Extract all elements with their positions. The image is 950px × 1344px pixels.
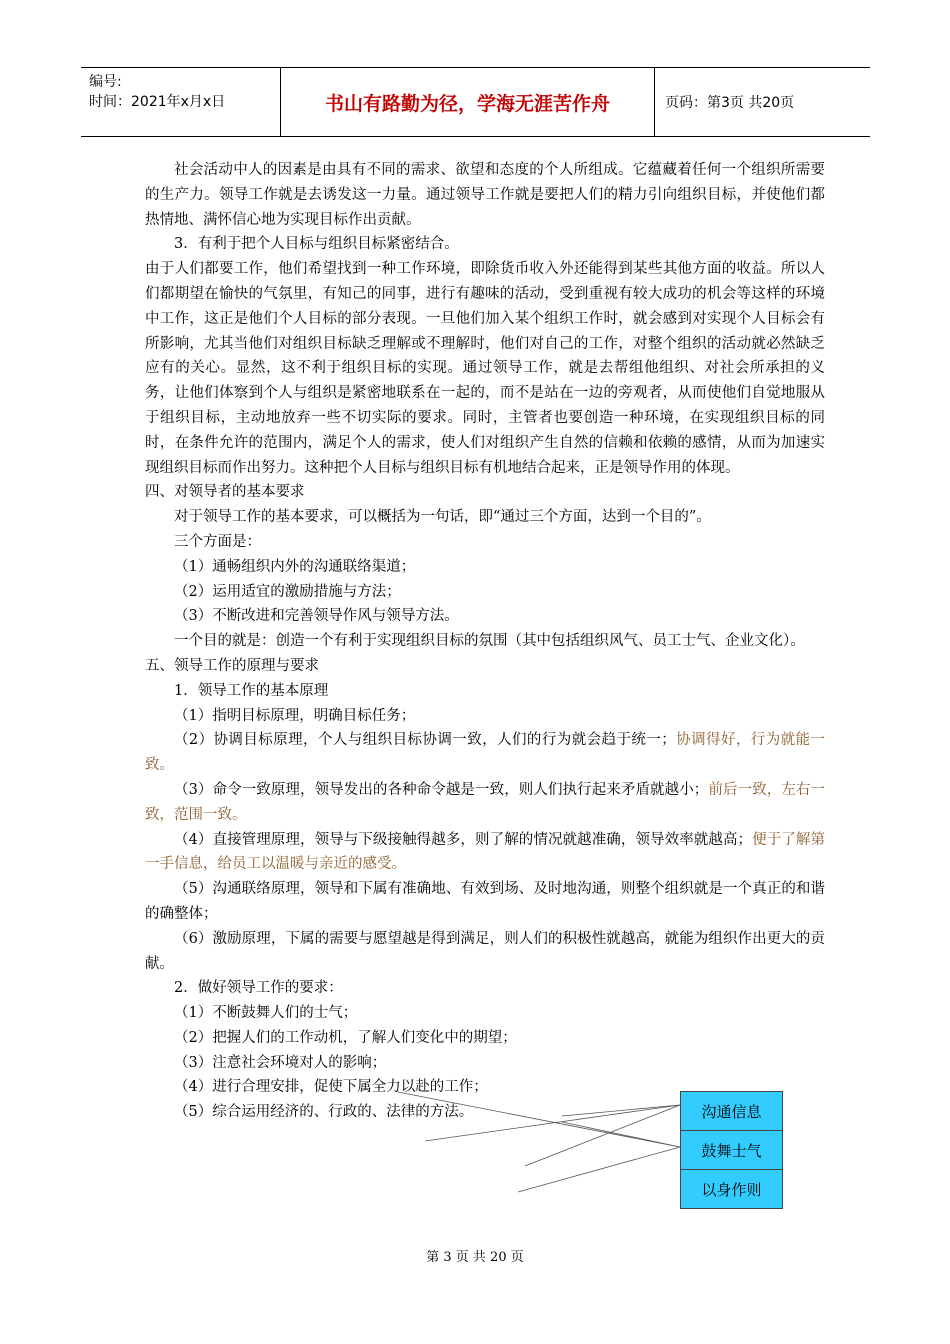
paragraph: 一个目的就是：创造一个有利于实现组织目标的氛围（其中包括组织风气、员工士气、企业文化）。 <box>174 633 805 650</box>
requirement-item: （1）不断鼓舞人们的士气； <box>174 1005 358 1022</box>
connector-line <box>518 1147 680 1192</box>
principle-note: 协调得好，行为就能一致。 <box>145 732 825 774</box>
key-points-boxes <box>680 1091 783 1209</box>
paragraph: 由于人们都要工作，他们希望找到一种工作环境，即除货币收入外还能得到某些其他方面的收益。所以人们都期望在愉快的气氛里，有知己的同事，进行有趣味的活动，受到重视有较大成功的机会等这样的环境中工作，这正是他们个人目标的部分表现。一旦他们加入某个组织工作时，就会感到对实现个人目标会有所影响，尤其当他们对组织目标缺乏理解或不理解时，他们对自己的工作，对整个组织的活动就必然缺乏应有的关心。显然，这不利于组织目标的实现。通过领导工作，就是去帮组他组织、对社会所承担的义务，让他们体察到个人与组织是紧密地联系在一起的，而不是站在一边的旁观者，从而使他们自觉地服从于组织目标，主动地放弃一些不切实际的要求。同时，主管者也要创造一种环境，在实现组织目标的同时，在条件允许的范围内，满足个人的需求，使人们对组织产生自然的信赖和依赖的感情，从而为加速实现组织目标而作出努力。这种把个人目标与组织目标有机地结合起来，正是领导作用的体现。 <box>145 261 825 476</box>
paragraph: 3．有利于把个人目标与组织目标紧密结合。 <box>174 236 459 253</box>
connector-line <box>425 1105 680 1141</box>
list-item: （5）沟通联络原理，领导和下属有准确地、有效到场、及时地沟通，则整个组织就是一个真正的和谐的确整体； <box>145 881 825 922</box>
requirement-item: （5）综合运用经济的、行政的、法律的方法。 <box>174 1104 474 1121</box>
list-item: （6）激励原理，下属的需要与愿望越是得到满足，则人们的积极性就越高，就能为组织作出更大的贡献。 <box>145 930 825 972</box>
principle-text: （3）命令一致原理，领导发出的各种命令越是一致，则人们执行起来矛盾就越小； <box>174 781 709 798</box>
box-communicate: 沟通信息 <box>681 1092 782 1131</box>
header-motto: 书山有路勤为径，学海无涯苦作舟 <box>281 68 655 136</box>
principle-text: （2）协调目标原理，个人与组织目标协调一致，人们的行为就会趋于统一； <box>174 732 676 749</box>
principle-note: 便于了解第一手信息，给员工以温暖与亲近的感受。 <box>145 831 825 873</box>
requirement-item: （2）把握人们的工作动机，了解人们变化中的期望； <box>174 1029 517 1046</box>
subheading: 2．做好领导工作的要求： <box>174 980 343 997</box>
list-item: （1）通畅组织内外的沟通联络渠道； <box>174 558 416 575</box>
requirement-item: （3）注意社会环境对人的影响； <box>174 1054 387 1071</box>
principle-note: 前后一致，左右一致，范围一致。 <box>145 781 825 823</box>
section-heading: 五、领导工作的原理与要求 <box>145 657 319 674</box>
paragraph: 对于领导工作的基本要求，可以概括为一句话，即“通过三个方面，达到一个目的”。 <box>174 509 711 526</box>
section-heading: 四、对领导者的基本要求 <box>145 484 305 501</box>
requirement-item: （4）进行合理安排，促使下属全力以赴的工作； <box>174 1079 488 1096</box>
time-label: 时间：2021年x月x日 <box>89 94 226 110</box>
list-item: （2）运用适宜的激励措施与方法； <box>174 583 401 600</box>
box-example: 以身作则 <box>681 1170 782 1208</box>
page-footer: 第 3 页 共 20 页 <box>426 1250 524 1265</box>
paragraph: 三个方面是： <box>174 533 261 550</box>
connector-line <box>562 1122 680 1147</box>
subheading: 1．领导工作的基本原理 <box>174 682 329 699</box>
principle-text: （4）直接管理原理，领导与下级接触得越多，则了解的情况就越准确，领导效率就越高； <box>174 831 753 848</box>
list-item: （3）不断改进和完善领导作风与领导方法。 <box>174 608 459 625</box>
connector-line <box>562 1105 680 1116</box>
number-label: 编号: <box>89 74 122 90</box>
connector-line <box>525 1105 680 1166</box>
header-page-label: 页码：第3页 共20页 <box>665 95 795 111</box>
paragraph: 社会活动中人的因素是由具有不同的需求、欲望和态度的个人所组成。它蕴藏着任何一个组织所需要的生产力。领导工作就是去诱发这一力量。通过领导工作就是要把人们的精力引向组织目标，并使他们都热情地、满怀信心地为实现目标作出贡献。 <box>145 162 825 228</box>
box-morale: 鼓舞士气 <box>681 1131 782 1170</box>
list-item: （1）指明目标原理，明确目标任务； <box>174 707 416 724</box>
